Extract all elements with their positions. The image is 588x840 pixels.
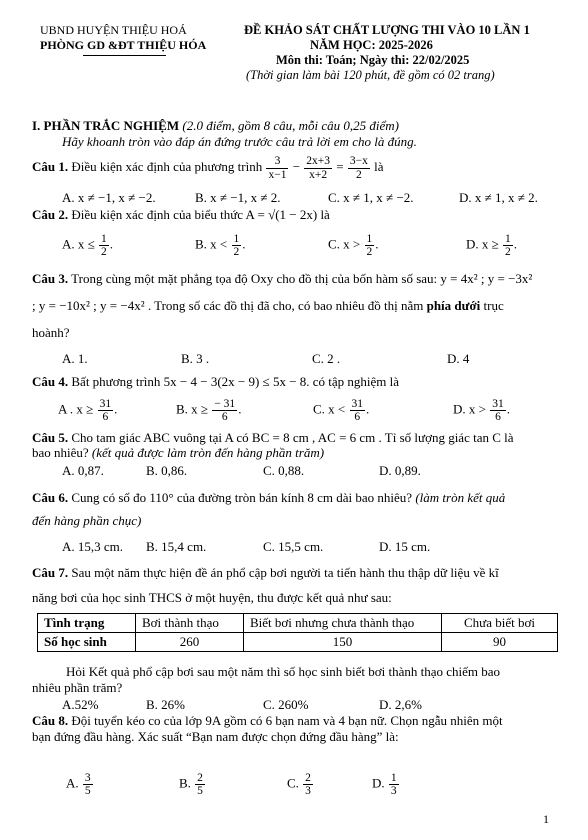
q5-option-a[interactable]: A. 0,87. <box>62 463 104 478</box>
q7-question-1: Hỏi Kết quả phổ cập bơi sau một năm thì số học sinh biết bơi thành thạo chiếm bao <box>66 664 501 679</box>
table-cell: 90 <box>442 633 558 652</box>
q5-line-2: bao nhiêu? (kết quả được làm tròn đến hàng phần trăm) <box>32 445 325 460</box>
q7-line-1 <box>32 565 499 581</box>
org-line-2: PHÒNG GD &ĐT THIỆU HÓA <box>40 38 207 52</box>
q1-equals: = <box>336 159 344 174</box>
q1-minus: − <box>292 159 301 174</box>
q5-option-c[interactable]: C. 0,88. <box>263 463 305 478</box>
q3-line-1 <box>32 271 532 287</box>
q6-label: Câu 6. <box>32 490 69 505</box>
q8-label: Câu 8. <box>32 713 69 728</box>
school-year: NĂM HỌC: 2025-2026 <box>310 38 433 52</box>
q8-option-c[interactable]: C. $\frac{2}{3}$ <box>287 772 311 798</box>
q5-text-1: Cho tam giác ABC vuông tại A có BC = 8 cm , AC = 6 cm . Tỉ số lượng giác tan C là <box>68 430 514 445</box>
q1-frac-1: $\frac{3}{x-1}$ <box>268 155 287 181</box>
q3-text-1: Trong cùng một mặt phẳng tọa độ Oxy cho đồ thị của bốn hàm số sau: y = 4x² ; y = −3x² <box>68 271 533 286</box>
q5-line-1 <box>32 430 514 446</box>
q1-frac-3: $\frac{3-x}{2}$ <box>349 155 368 181</box>
q3-option-a[interactable]: A. 1. <box>62 351 88 366</box>
q6-option-c[interactable]: C. 15,5 cm. <box>263 539 324 554</box>
q3-option-d[interactable]: D. 4 <box>447 351 470 366</box>
q6-line-2: đến hàng phần chục) <box>32 513 142 528</box>
q5-option-d[interactable]: D. 0,89. <box>379 463 421 478</box>
duration-note: (Thời gian làm bài 120 phút, đề gồm có 02 trang) <box>246 68 495 82</box>
table-header-cell: Tình trạng <box>38 614 136 633</box>
table-cell: 260 <box>136 633 244 652</box>
q4-text: Bất phương trình 5x − 4 − 3(2x − 9) ≤ 5x − 8. có tập nghiệm là <box>68 374 400 389</box>
q2-option-c[interactable]: C. x > $\frac{1}{2}$ . <box>328 233 379 259</box>
q6-line-1 <box>32 490 505 506</box>
q8-option-b[interactable]: B. $\frac{2}{5}$ <box>179 772 203 798</box>
q1-option-a[interactable]: A. x ≠ −1, x ≠ −2. <box>62 190 156 205</box>
q1-option-d[interactable]: D. x ≠ 1, x ≠ 2. <box>459 190 538 205</box>
q4-option-b[interactable]: B. x ≥ $\frac{- 31}{6}$ . <box>176 398 242 424</box>
q1-option-c[interactable]: C. x ≠ 1, x ≠ −2. <box>328 190 414 205</box>
q6-note-1: (làm tròn kết quả <box>412 490 506 505</box>
section1-instruction: Hãy khoanh tròn vào đáp án đứng trước câu trả lời em cho là đúng. <box>62 134 417 149</box>
q3-emphasis: phía dưới <box>426 298 481 313</box>
q8-line-1 <box>32 713 503 729</box>
q3-option-c[interactable]: C. 2 . <box>312 351 341 366</box>
q1-option-b[interactable]: B. x ≠ −1, x ≠ 2. <box>195 190 281 205</box>
q4-option-a[interactable]: A . x ≥ $\frac{31}{6}$ . <box>58 398 118 424</box>
q5-label: Câu 5. <box>32 430 69 445</box>
exam-title: ĐỀ KHẢO SÁT CHẤT LƯỢNG THI VÀO 10 LẦN 1 <box>244 23 530 37</box>
q6-option-a[interactable]: A. 15,3 cm. <box>62 539 124 554</box>
q7-label: Câu 7. <box>32 565 69 580</box>
q7-option-b[interactable]: B. 26% <box>146 697 185 712</box>
table-row-label: Số học sinh <box>38 633 136 652</box>
q1-tail: là <box>370 159 384 174</box>
subject-date: Môn thi: Toán; Ngày thi: 22/02/2025 <box>276 53 470 67</box>
q4-option-c[interactable]: C. x < $\frac{31}{6}$ . <box>313 398 370 424</box>
q3-option-b[interactable]: B. 3 . <box>181 351 210 366</box>
q4-option-d[interactable]: D. x > $\frac{31}{6}$ . <box>453 398 510 424</box>
q7-option-a[interactable]: A.52% <box>62 697 99 712</box>
q3-line-3: hoành? <box>32 325 70 340</box>
q2-label: Câu 2. <box>32 207 69 222</box>
section1-title-note: (2.0 điểm, gồm 8 câu, mỗi câu 0,25 điểm) <box>179 118 399 133</box>
q7-option-d[interactable]: D. 2,6% <box>379 697 422 712</box>
q7-question-2: nhiêu phần trăm? <box>32 680 123 695</box>
q1-label: Câu 1. <box>32 159 69 174</box>
q8-line-2: bạn đứng đầu hàng. Xác suất “Bạn nam được chọn đứng đầu hàng” là: <box>32 729 399 744</box>
q5-option-b[interactable]: B. 0,86. <box>146 463 188 478</box>
q1-stem <box>32 152 384 182</box>
q2-option-a[interactable]: A. x ≤ $\frac{1}{2}$ . <box>62 233 114 259</box>
section1-heading <box>32 118 399 134</box>
q2-text: Điều kiện xác định của biểu thức A = √(1 − 2x) là <box>68 207 330 222</box>
q7-line-2: năng bơi của học sinh THCS ở một huyện, thu được kết quả như sau: <box>32 590 392 605</box>
q2-option-b[interactable]: B. x < $\frac{1}{2}$ . <box>195 233 246 259</box>
q6-text-1: Cung có số đo 110° của đường tròn bán kính 8 cm dài bao nhiêu? <box>68 490 413 505</box>
page-number: 1 <box>543 812 549 826</box>
q1-text: Điều kiện xác định của phương trình <box>68 159 263 174</box>
table-header-cell: Biết bơi nhưng chưa thành thạo <box>244 614 442 633</box>
table-row <box>38 633 558 652</box>
q7-option-c[interactable]: C. 260% <box>263 697 309 712</box>
table-header-row <box>38 614 558 633</box>
q6-option-d[interactable]: D. 15 cm. <box>379 539 431 554</box>
org-line-1: UBND HUYỆN THIỆU HOÁ <box>40 23 187 37</box>
table-header-cell: Chưa biết bơi <box>442 614 558 633</box>
table-cell: 150 <box>244 633 442 652</box>
q8-option-a[interactable]: A. $\frac{3}{5}$ <box>66 772 91 798</box>
header-underline-left <box>83 55 166 56</box>
q2-option-d[interactable]: D. x ≥ $\frac{1}{2}$ . <box>466 233 518 259</box>
q3-label: Câu 3. <box>32 271 69 286</box>
table-header-cell: Bơi thành thạo <box>136 614 244 633</box>
q4-stem <box>32 374 399 390</box>
q7-text-1: Sau một năm thực hiện đề án phổ cập bơi người ta tiến hành thu thập dữ liệu về kĩ <box>68 565 499 580</box>
swim-skill-table <box>37 613 558 652</box>
q4-label: Câu 4. <box>32 374 69 389</box>
q1-frac-2: $\frac{2x+3}{x+2}$ <box>306 155 331 181</box>
q6-option-b[interactable]: B. 15,4 cm. <box>146 539 207 554</box>
q2-stem <box>32 207 330 223</box>
section1-title: I. PHẦN TRẮC NGHIỆM <box>32 118 180 133</box>
q8-text-1: Đội tuyển kéo co của lớp 9A gồm có 6 bạn nam và 4 bạn nữ. Chọn ngẫu nhiên một <box>68 713 503 728</box>
q3-line-2: ; y = −10x² ; y = −4x² . Trong số các đồ thị đã cho, có bao nhiêu đồ thị nằm phía dưới trục <box>32 298 504 313</box>
q8-option-d[interactable]: D. $\frac{1}{3}$ <box>372 772 397 798</box>
q5-note: (kết quả được làm tròn đến hàng phần trăm) <box>88 445 325 460</box>
